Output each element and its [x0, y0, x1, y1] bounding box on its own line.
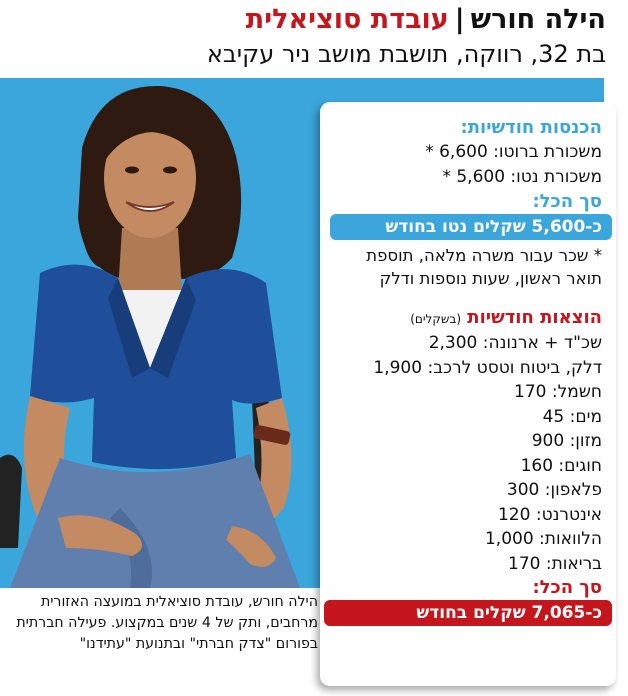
- budget-card: [320, 102, 616, 686]
- expenses-total-badge: כ-7,065 שקלים בחודש: [324, 600, 612, 626]
- list-item: פלאפון: 300: [506, 480, 602, 500]
- list-item: אינטרנט: 120: [497, 504, 602, 525]
- page-title: [246, 4, 606, 35]
- expenses-unit: (בשקלים): [410, 312, 462, 326]
- list-item: בריאות: 170: [508, 553, 602, 574]
- expenses-total-label: סך הכל:: [532, 577, 602, 598]
- list-item: הלוואות: 1,000: [484, 529, 602, 549]
- expenses-list: [330, 331, 602, 576]
- list-item: חוגים: 160: [520, 455, 602, 476]
- income-total-badge: כ-5,600 שקלים נטו בחודש: [330, 214, 612, 240]
- expenses-title: [330, 306, 602, 331]
- income-net: משכורת נטו: 5,600 *: [442, 167, 602, 187]
- list-item: חשמל: 170: [514, 382, 602, 402]
- photo-caption: הילה חורש, עובדת סוציאלית במועצה האזורית מרחבים, ותק של 4 שנים במקצוע. פעילה חברתית בפורום "צדק חברתי" ובתנועת "עתידנו": [16, 594, 318, 652]
- income-total-label: סך הכל:: [532, 191, 602, 212]
- person-photo: [0, 78, 330, 588]
- person-job: עובדת סוציאלית: [245, 4, 449, 35]
- income-gross: משכורת ברוטו: 6,600 *: [425, 142, 602, 162]
- person-photo-illustration: [0, 78, 330, 588]
- list-item: שכ"ד + ארנונה: 2,300: [428, 333, 602, 353]
- list-item: דלק, ביטוח וטסט לרכב: 1,900: [373, 357, 602, 378]
- header: [0, 0, 628, 78]
- page-subtitle: בת 32, רווקה, תושבת מושב ניר עקיבא: [206, 40, 606, 68]
- list-item: מים: 45: [542, 406, 602, 427]
- person-name: הילה חורש: [470, 4, 606, 35]
- title-separator: |: [454, 4, 465, 35]
- income-title: הכנסות חודשיות:: [460, 117, 602, 138]
- list-item: מזון: 900: [531, 431, 602, 451]
- expenses-title-text: הוצאות חודשיות: [467, 307, 602, 328]
- income-note: * שכר עבור משרה מלאה, תוספת תואר ראשון, שעות נוספות ודלק: [366, 246, 602, 288]
